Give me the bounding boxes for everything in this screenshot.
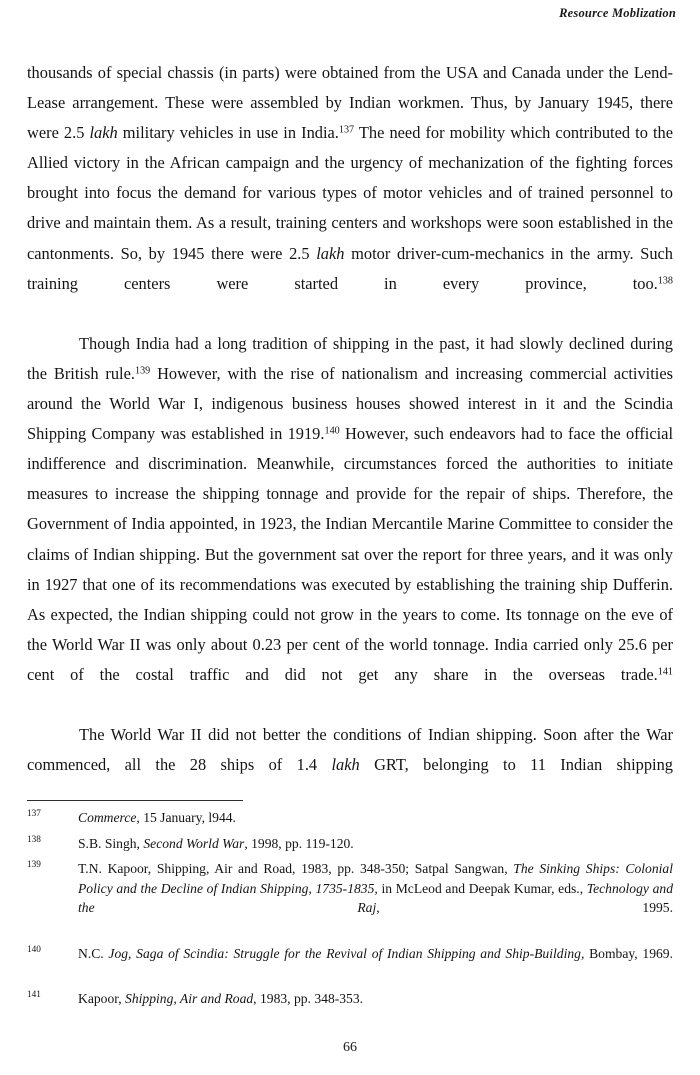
footnote-italic-run: Commerce: [78, 810, 137, 825]
footnote-italic-run: Shipping, Air and Road: [125, 990, 254, 1006]
paragraph-text-run: motor driver-cum-mechanics in the army. Such training centers were started in every province, too.: [27, 243, 673, 293]
paragraph-text-run: However, such endeavors had to face the official indifference and discrimination. Meanwhile, circumstances forced the authorities to initiate measures to increase the shipping tonnage and provide for the repair of ships. Therefore, the Government of India appointed, in 1923, the Indian Mercantile Marine Committee to consider the claims of Indian shipping. But the government sat over the report for three years, and it was only in 1927 that one of its recommendations was executed by establishing the training ship Dufferin. As expected, the Indian shipping could not grow in the years to come. Its tonnage on the eve of the World War II was only about 0.23 per cent of the world tonnage. India carried only 25.6 per cent of the costal traffic and did not get any share in the overseas trade.: [27, 424, 674, 684]
footnote-text-run: Kapoor,: [78, 990, 126, 1006]
footnote-text-run: , 1998, pp. 119-120.: [244, 835, 354, 851]
footnote-number-138[interactable]: 138: [27, 834, 41, 845]
page-number: 66: [343, 1040, 357, 1055]
footnote-text-138: [78, 836, 354, 851]
footnote-text-141: [78, 991, 363, 1006]
paragraph-text-run: The World War II did not better the conditions of Indian shipping. Soon after the War commenced, all the 28 ships of 1.4: [27, 725, 673, 775]
footnote-marker-137[interactable]: 137: [338, 124, 355, 136]
paragraph-text-run: Though India had a long tradition of shipping in the past, it had slowly declined during the British rule.: [27, 333, 673, 383]
paragraph-italic-run: lakh: [89, 123, 118, 143]
footnote-italic-run: The Sinking Ships: Colonial Policy and the Decline of Indian Shipping, 1735-1835,: [78, 861, 674, 896]
footnote-italic-run: Technology and the Raj: [78, 880, 674, 916]
para-indian-shipping: [27, 329, 673, 720]
paragraph-italic-run: lakh: [331, 755, 360, 775]
footnote-marker-138[interactable]: 138: [657, 275, 673, 287]
para-world-war-two: [27, 720, 673, 810]
footnote-140: [27, 944, 673, 983]
footnote-text-run: T.N. Kapoor, Shipping, Air and Road, 1983, pp. 348-350; Satpal Sangwan,: [78, 861, 514, 877]
footnote-marker-141[interactable]: 141: [657, 666, 673, 678]
footnote-text-run: in McLeod and Deepak Kumar, eds.,: [377, 880, 587, 896]
footnote-141: [27, 989, 673, 1009]
footnote-text-run: , 1995.: [376, 900, 673, 916]
para-motor-vehicles: [27, 58, 673, 329]
body-text-block: [27, 58, 673, 810]
paragraph-text-run: However, with the rise of nationalism and increasing commercial activities around the World War I, indigenous business houses showed interest in it and the Scindia Shipping Company was established in 1919.: [27, 363, 673, 444]
paragraph-text-run: military vehicles in use in India.: [117, 123, 339, 143]
footnote-text-140: [78, 946, 673, 961]
footnote-139: [27, 859, 673, 937]
footnote-italic-run: Jog, Saga of Scindia: Struggle for the Revival of Indian Shipping and Ship-Building,: [108, 945, 585, 961]
footnote-138: [27, 834, 673, 854]
footnote-text-139: [78, 861, 673, 915]
paragraph-text-run: The need for mobility which contributed to the Allied victory in the African campaign and the urgency of mechanization of the fighting forces brought into focus the demand for various types of motor vehicles and of trained personnel to drive and maintain them. As a result, training centers and workshops were soon established in the cantonments. So, by 1945 there were 2.5: [27, 123, 673, 263]
footnote-separator-rule: [27, 800, 243, 801]
footnote-text-run: Bombay, 1969.: [584, 945, 673, 961]
footnote-text-run: , 1983, pp. 348-353.: [253, 990, 364, 1006]
footnote-text-137: [78, 810, 236, 825]
footnote-area: [27, 800, 673, 1008]
footnote-number-141[interactable]: 141: [27, 989, 41, 1000]
footnote-number-140[interactable]: 140: [27, 944, 41, 955]
footnote-number-137[interactable]: 137: [27, 809, 41, 819]
footnote-text-run: N.C.: [78, 945, 109, 961]
footnote-marker-140[interactable]: 140: [324, 425, 340, 437]
footnote-text-run: S.B. Singh,: [78, 835, 144, 851]
footnote-text-run: , 15 January, l944.: [136, 810, 236, 825]
footnote-marker-139[interactable]: 139: [134, 365, 151, 377]
paragraph-text-run: GRT, belonging to 11 Indian shipping: [359, 755, 674, 775]
running-header: Resource Moblization: [559, 6, 676, 20]
footnote-number-139[interactable]: 139: [27, 860, 41, 871]
paragraph-text-run: thousands of special chassis (in parts) were obtained from the USA and Canada under the Lend-Lease arrangement. These were assembled by Indian workmen. Thus, by January 1945, there were 2.5: [27, 63, 673, 143]
footnote-italic-run: Second World War: [143, 835, 245, 851]
footnote-list: [27, 808, 673, 1008]
footnote-137: [27, 808, 673, 828]
paragraph-italic-run: lakh: [316, 243, 345, 263]
